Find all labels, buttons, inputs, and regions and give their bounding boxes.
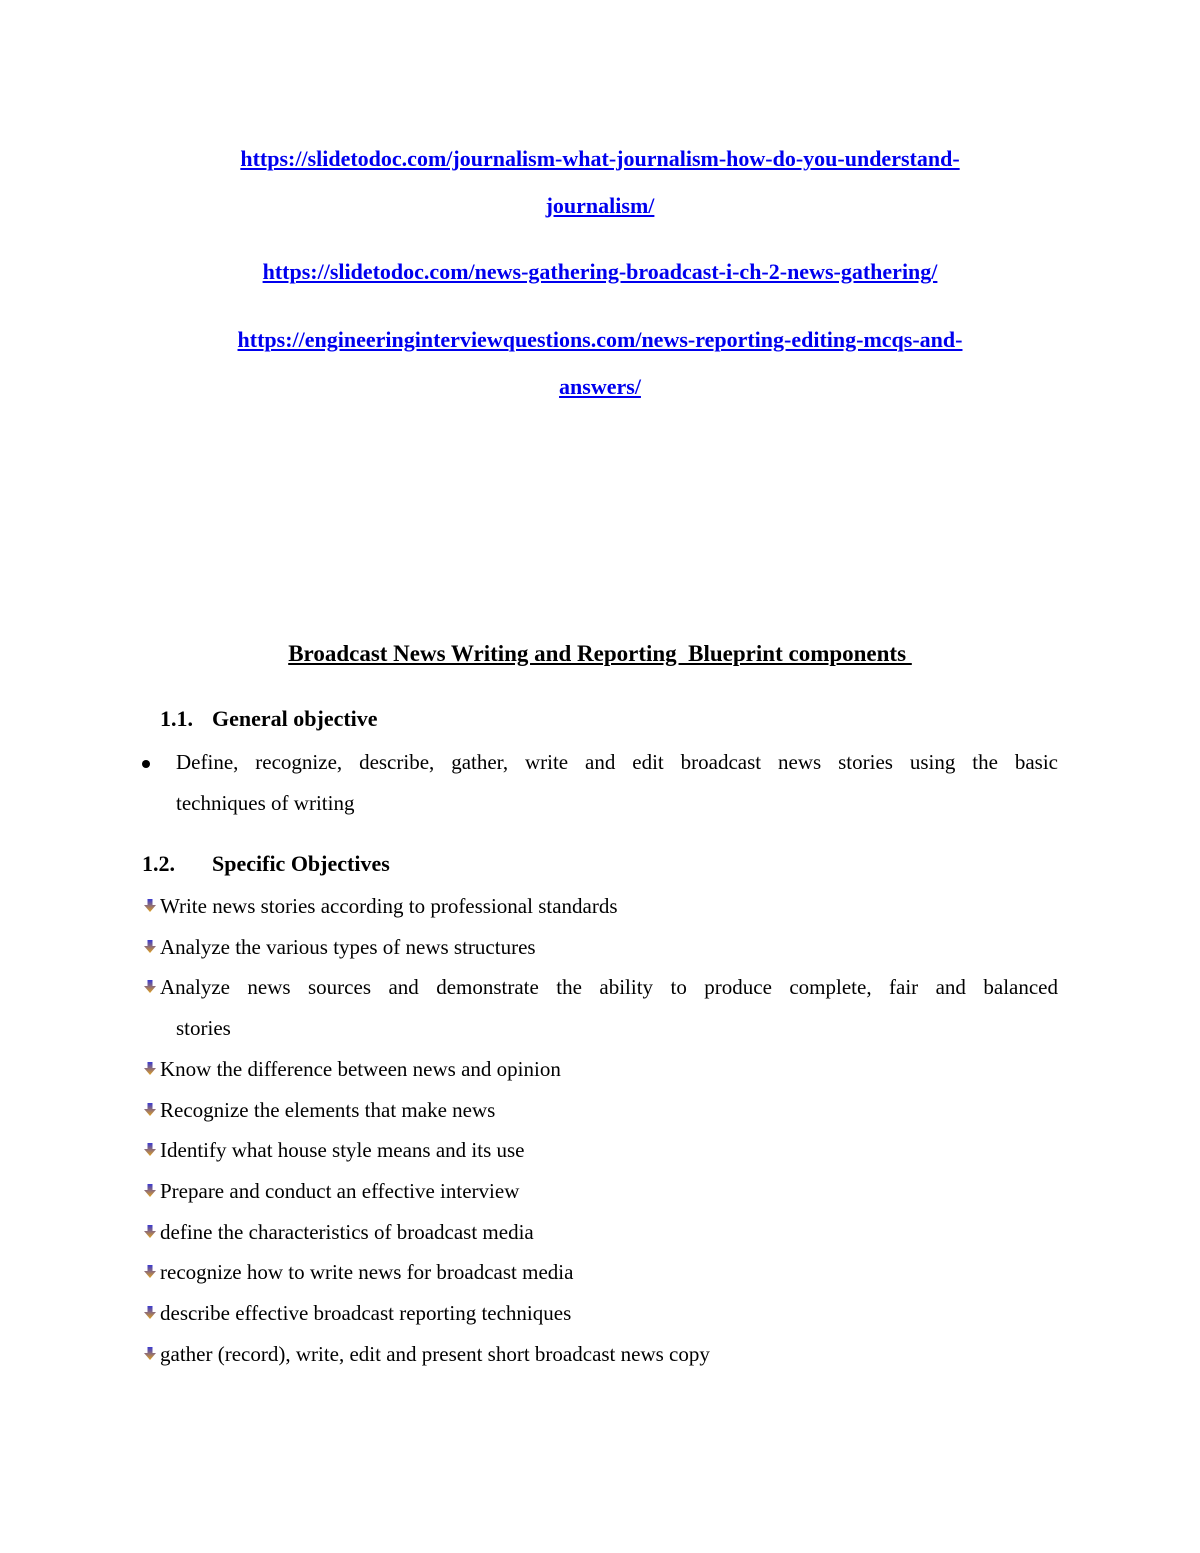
objective-item: gather (record), write, edit and present short broadcast news copy — [160, 1341, 710, 1366]
reference-link-1-continued[interactable]: journalism/ — [545, 193, 655, 218]
section-number: 1.2. — [142, 851, 175, 876]
down-arrow-icon — [143, 1265, 157, 1279]
objective-item-continued: stories — [176, 1016, 231, 1041]
down-arrow-icon — [143, 1062, 157, 1076]
general-objective-heading — [160, 706, 378, 732]
down-arrow-icon — [143, 1347, 157, 1361]
objective-item: Analyze the various types of news structures — [160, 934, 536, 959]
objective-item: Write news stories according to professional standards — [160, 894, 618, 918]
general-objective-line-2: techniques of writing — [176, 791, 355, 815]
section-heading-label: General objective — [212, 706, 378, 731]
objective-item: describe effective broadcast reporting techniques — [160, 1301, 572, 1325]
down-arrow-icon — [143, 899, 157, 913]
general-objective-line-1: Define, recognize, describe, gather, write and edit broadcast news stories using the basic — [176, 750, 1058, 774]
down-arrow-icon — [143, 1225, 157, 1239]
objective-item: Analyze news sources and demonstrate the ability to produce complete, fair and balanced — [160, 975, 1058, 1000]
objective-item: Recognize the elements that make news — [160, 1097, 496, 1122]
down-arrow-icon — [143, 1103, 157, 1117]
reference-link-1[interactable]: https://slidetodoc.com/journalism-what-journalism-how-do-you-understand- — [240, 146, 960, 171]
objective-item: recognize how to write news for broadcast media — [160, 1260, 574, 1285]
down-arrow-icon — [143, 1143, 157, 1157]
specific-objectives-heading — [142, 851, 390, 877]
objective-item: Identify what house style means and its use — [160, 1138, 525, 1163]
down-arrow-icon — [143, 1306, 157, 1320]
objective-item: Prepare and conduct an effective interview — [160, 1178, 520, 1203]
reference-link-3[interactable]: https://engineeringinterviewquestions.com/news-reporting-editing-mcqs-and- — [237, 327, 963, 352]
down-arrow-icon — [143, 940, 157, 954]
section-number: 1.1. — [160, 706, 193, 731]
down-arrow-icon — [143, 980, 157, 994]
section-heading-label: Specific Objectives — [212, 851, 390, 876]
reference-link-3-continued[interactable]: answers/ — [559, 374, 641, 399]
down-arrow-icon — [143, 1184, 157, 1198]
bullet-dot-icon — [142, 760, 150, 768]
objective-item: define the characteristics of broadcast media — [160, 1219, 534, 1244]
document-title: Broadcast News Writing and Reporting Blueprint components — [288, 641, 912, 666]
reference-link-2[interactable]: https://slidetodoc.com/news-gathering-broadcast-i-ch-2-news-gathering/ — [262, 259, 938, 284]
objective-item: Know the difference between news and opinion — [160, 1056, 561, 1081]
